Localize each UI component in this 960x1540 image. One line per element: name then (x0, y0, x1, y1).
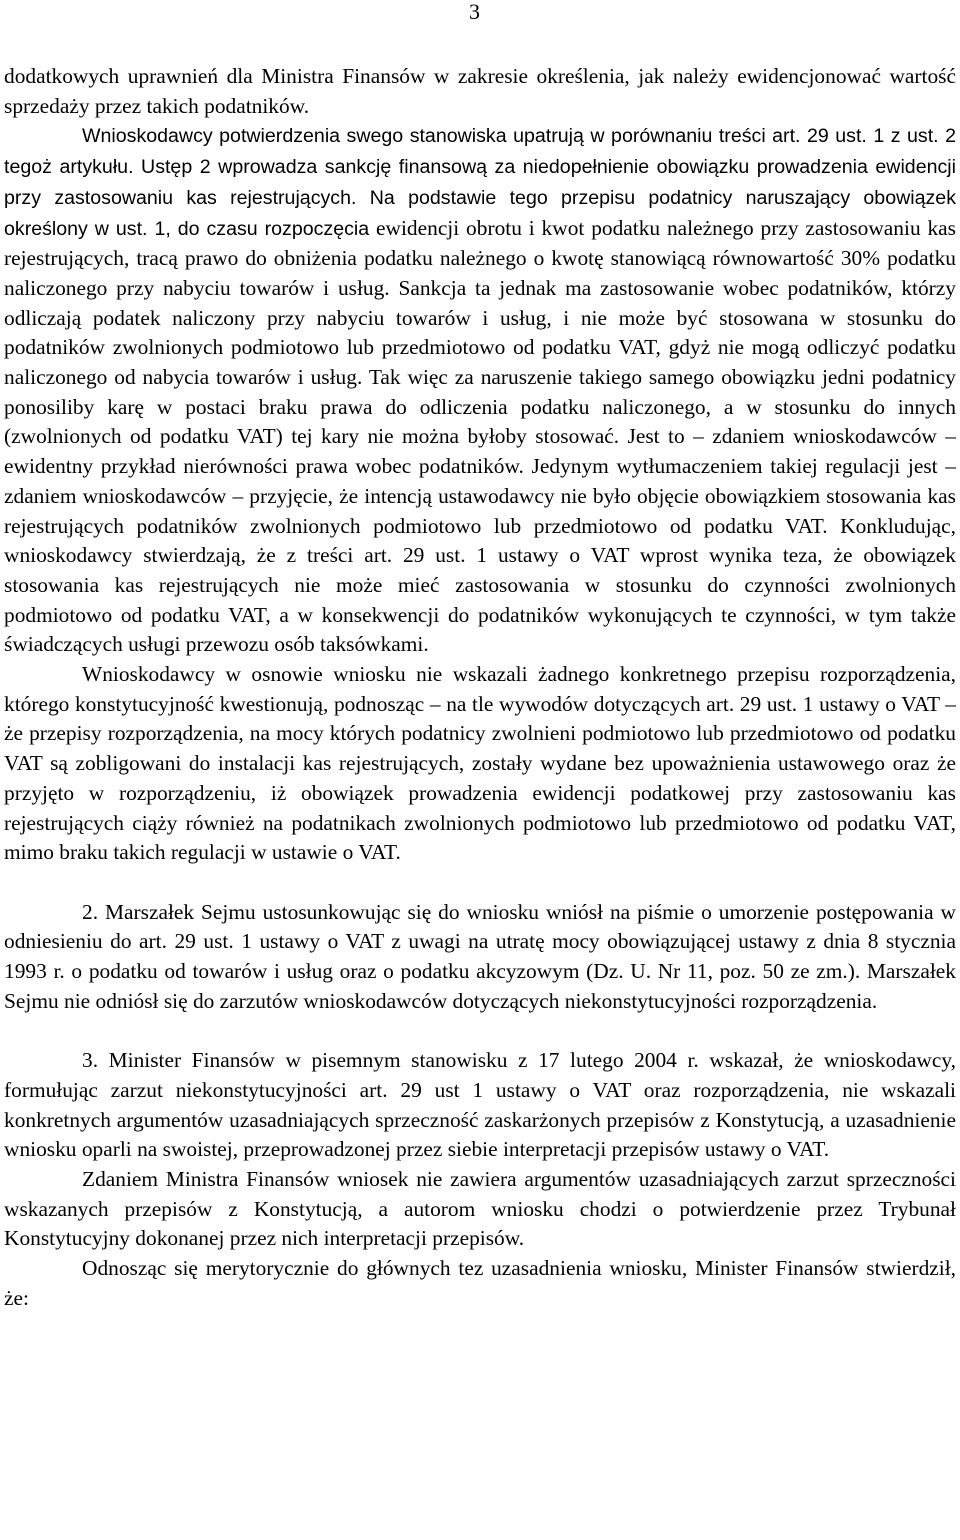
paragraph-text-sans: Wnioskodawcy potwierdzenia swego stanowiska upatrują w porównaniu treści art. 29 ust. 1 z ust. 2 tegoż artykułu. Ustęp 2 wprowadza sankcję finansową za niedopełnienie obowiązku prowadzenia ewidencji przy zastosowaniu kas rejestrujących. Na podstawie tego przepisu podatnicy naruszający obowiązek określony w ust. 1, do czasu rozpoczęcia (4, 125, 956, 240)
paragraph-text: ewidencji obrotu i kwot podatku należnego przy zastosowaniu kas rejestrujących, tracą prawo do obniżenia podatku należnego o kwotę stanowiącą równowartość 30% podatku naliczonego przy nabyciu towarów i usług. Sankcja ta jednak ma zastosowanie wobec podatników, którzy odliczają podatek naliczony przy nabyciu towarów i usług, i nie może być stosowana w stosunku do podatników zwolnionych podmiotowo lub przedmiotowo od podatku VAT, gdyż nie mogą odliczyć podatku naliczonego od nabycia towarów i usług. Tak więc za naruszenie takiego samego obowiązku jedni podatnicy ponosiliby karę w postaci braku prawa do odliczenia podatku naliczonego, a w stosunku do innych (zwolnionych od podatku VAT) tej kary nie można byłoby stosować. Jest to – zdaniem wnioskodawców – ewidentny przykład nierówności prawa wobec podatników. Jedynym wytłumaczeniem takiej regulacji jest – zdaniem wnioskodawców – przyjęcie, że intencją ustawodawcy nie było objęcie obowiązkiem stosowania kas rejestrujących podatników zwolnionych podmiotowo lub przedmiotowo od podatku VAT. Konkludując, wnioskodawcy stwierdzają, że z treści art. 29 ust. 1 ustawy o VAT wprost wynika teza, że obowiązek stosowania kas rejestrujących nie może mieć zastosowania w stosunku do czynności zwolnionych podmiotowo od podatku VAT, a w konsekwencji do podatników wykonujących te czynności, w tym także świadczących usługi przewozu osób taksówkami. (4, 215, 957, 657)
paragraph-2 (4, 121, 956, 660)
paragraph-text: 2. Marszałek Sejmu ustosunkowując się do wniosku wniósł na piśmie o umorzenie postępowania w odniesieniu do art. 29 ust. 1 ustawy o VAT z uwagi na utratę mocy obowiązującej ustawy z dnia 8 stycznia 1993 r. o podatku od towarów i usług oraz o podatku akcyzowym (Dz. U. Nr 11, poz. 50 ze zm.). Marszałek Sejmu nie odniósł się do zarzutów wnioskodawców dotyczących niekonstytucyjności rozporządzenia. (4, 899, 956, 1013)
paragraph-6 (4, 1165, 956, 1254)
document-body (4, 62, 956, 1314)
paragraph-text: 3. Minister Finansów w pisemnym stanowisku z 17 lutego 2004 r. wskazał, że wnioskodawcy, formułując zarzut niekonstytucyjności art. 29 ust 1 ustawy o VAT oraz rozporządzenia, nie wskazali konkretnych argumentów uzasadniających sprzeczność zaskarżonych przepisów z Konstytucją, a uzasadnienie wniosku oparli na swoistej, przeprowadzonej przez siebie interpretacji przepisów ustawy o VAT. (4, 1048, 956, 1162)
paragraph-5 (4, 1046, 956, 1165)
page-number: 3 (469, 0, 480, 24)
paragraph-text: Zdaniem Ministra Finansów wniosek nie zawiera argumentów uzasadniających zarzut sprzeczności wskazanych przepisów z Konstytucją, a autorom wniosku chodzi o potwierdzenie przez Trybunał Konstytucyjny dokonanej przez nich interpretacji przepisów. (4, 1166, 956, 1251)
paragraph-7 (4, 1254, 956, 1313)
paragraph-4 (4, 898, 956, 1017)
paragraph-3 (4, 660, 956, 868)
paragraph-1 (4, 62, 956, 121)
paragraph-text: Odnosząc się merytorycznie do głównych tez uzasadnienia wniosku, Minister Finansów stwierdził, że: (4, 1256, 956, 1310)
paragraph-text: Wnioskodawcy w osnowie wniosku nie wskazali żadnego konkretnego przepisu rozporządzenia, którego konstytucyjność kwestionują, podnosząc – na tle wywodów dotyczących art. 29 ust. 1 ustawy o VAT – że przepisy rozporządzenia, na mocy których podatnicy zwolnieni podmiotowo lub przedmiotowo od podatku VAT są zobligowani do instalacji kas rejestrujących, zostały wydane bez upoważnienia ustawowego oraz że przyjęto w rozporządzeniu, iż obowiązek prowadzenia ewidencji podatkowej przy zastosowaniu kas rejestrujących ciąży również na podatnikach zwolnionych podmiotowo lub przedmiotowo od podatku VAT, mimo braku takich regulacji w ustawie o VAT. (4, 662, 956, 865)
paragraph-text: dodatkowych uprawnień dla Ministra Finansów w zakresie określenia, jak należy ewidencjonować wartość sprzedaży przez takich podatników. (4, 64, 956, 118)
